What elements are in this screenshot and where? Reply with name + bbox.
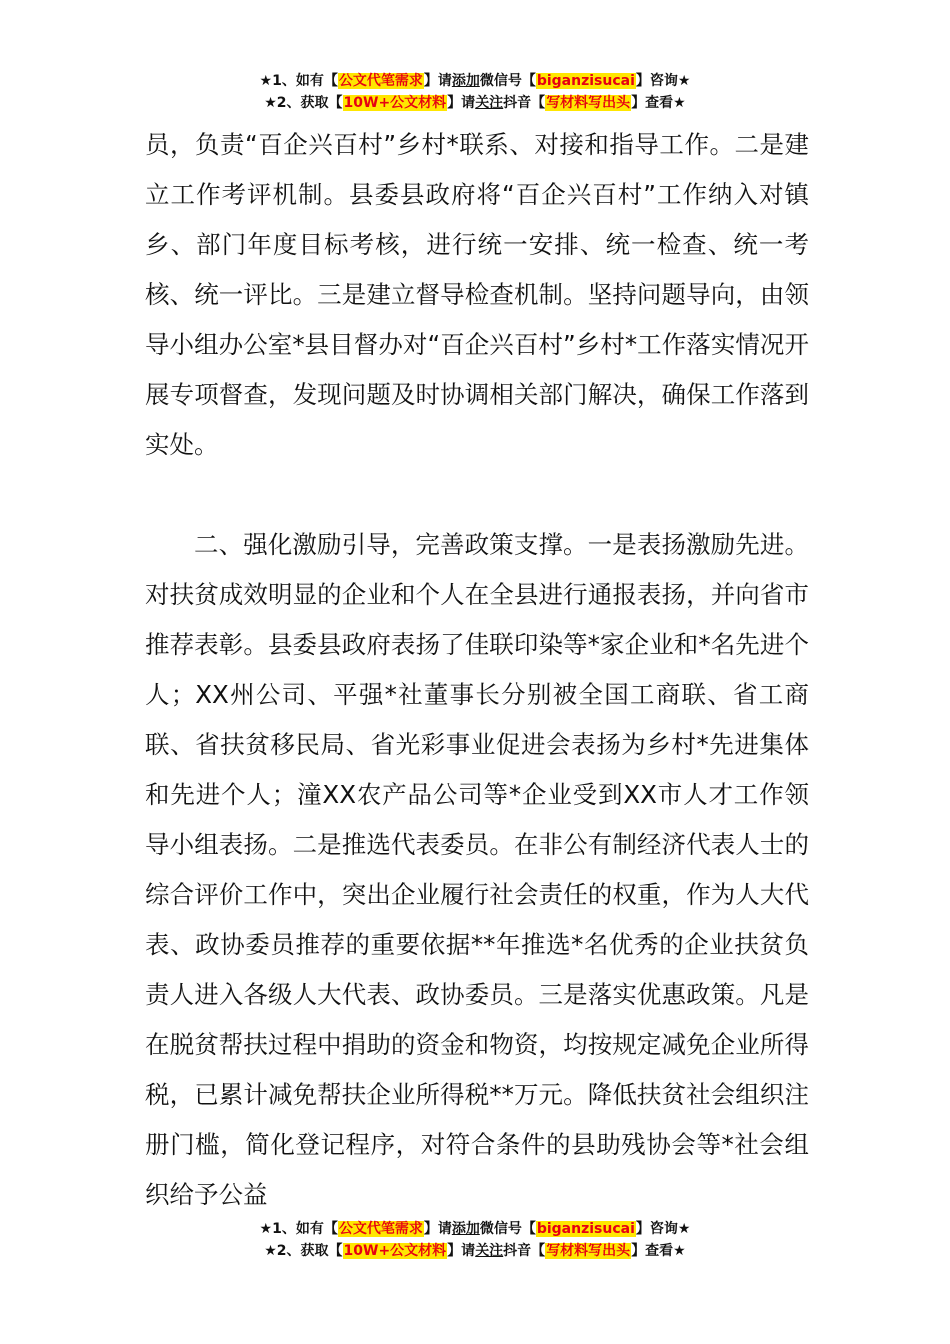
highlight-douyin-account: 写材料写出头 — [546, 95, 631, 111]
header-banner — [0, 70, 950, 114]
highlight-materials: 10W+公文材料 — [343, 95, 447, 111]
banner-line-2: ★2、获取【10W+公文材料】请关注抖音【写材料写出头】查看★ — [264, 1243, 686, 1259]
highlight-service: 公文代笔需求 — [338, 73, 423, 89]
banner-line-1: ★1、如有【公文代笔需求】请添加微信号【biganzisucai】咨询★ — [259, 73, 691, 89]
highlight-materials: 10W+公文材料 — [343, 1243, 447, 1259]
paragraph-1 — [145, 120, 809, 470]
highlight-service: 公文代笔需求 — [338, 1221, 423, 1237]
banner-line-1: ★1、如有【公文代笔需求】请添加微信号【biganzisucai】咨询★ — [259, 1221, 691, 1237]
paragraph-1-text: 员，负责“百企兴百村”乡村*联系、对接和指导工作。二是建立工作考评机制。县委县政府将“百企兴百村”工作纳入对镇乡、部门年度目标考核，进行统一安排、统一检查、统一考核、统一评比。三是建立督导检查机制。坚持问题导向，由领导小组办公室*县目督办对“百企兴百村”乡村*工作落实情况开展专项督查，发现问题及时协调相关部门解决，确保工作落到实处。 — [145, 130, 809, 459]
paragraph-2-text: 二、强化激励引导，完善政策支撑。一是表扬激励先进。对扶贫成效明显的企业和个人在全县进行通报表扬，并向省市推荐表彰。县委县政府表扬了佳联印染等*家企业和*名先进个人；XX州公司、平强*社董事长分别被全国工商联、省工商联、省扶贫移民局、省光彩事业促进会表扬为乡村*先进集体和先进个人；潼XX农产品公司等*企业受到XX市人才工作领导小组表扬。二是推选代表委员。在非公有制经济代表人士的综合评价工作中，突出企业履行社会责任的权重，作为人大代表、政协委员推荐的重要依据**年推选*名优秀的企业扶贫负责人进入各级人大代表、政协委员。三是落实优惠政策。凡是在脱贫帮扶过程中捐助的资金和物资，均按规定减免企业所得税，已累计减免帮扶企业所得税**万元。降低扶贫社会组织注册门槛，简化登记程序，对符合条件的县助残协会等*社会组织给予公益 — [145, 530, 809, 1209]
highlight-wechat-id: biganzisucai — [536, 1221, 635, 1237]
paragraph-2 — [145, 520, 809, 1220]
highlight-wechat-id: biganzisucai — [536, 73, 635, 89]
footer-banner — [0, 1218, 950, 1262]
banner-line-2: ★2、获取【10W+公文材料】请关注抖音【写材料写出头】查看★ — [264, 95, 686, 111]
highlight-douyin-account: 写材料写出头 — [546, 1243, 631, 1259]
